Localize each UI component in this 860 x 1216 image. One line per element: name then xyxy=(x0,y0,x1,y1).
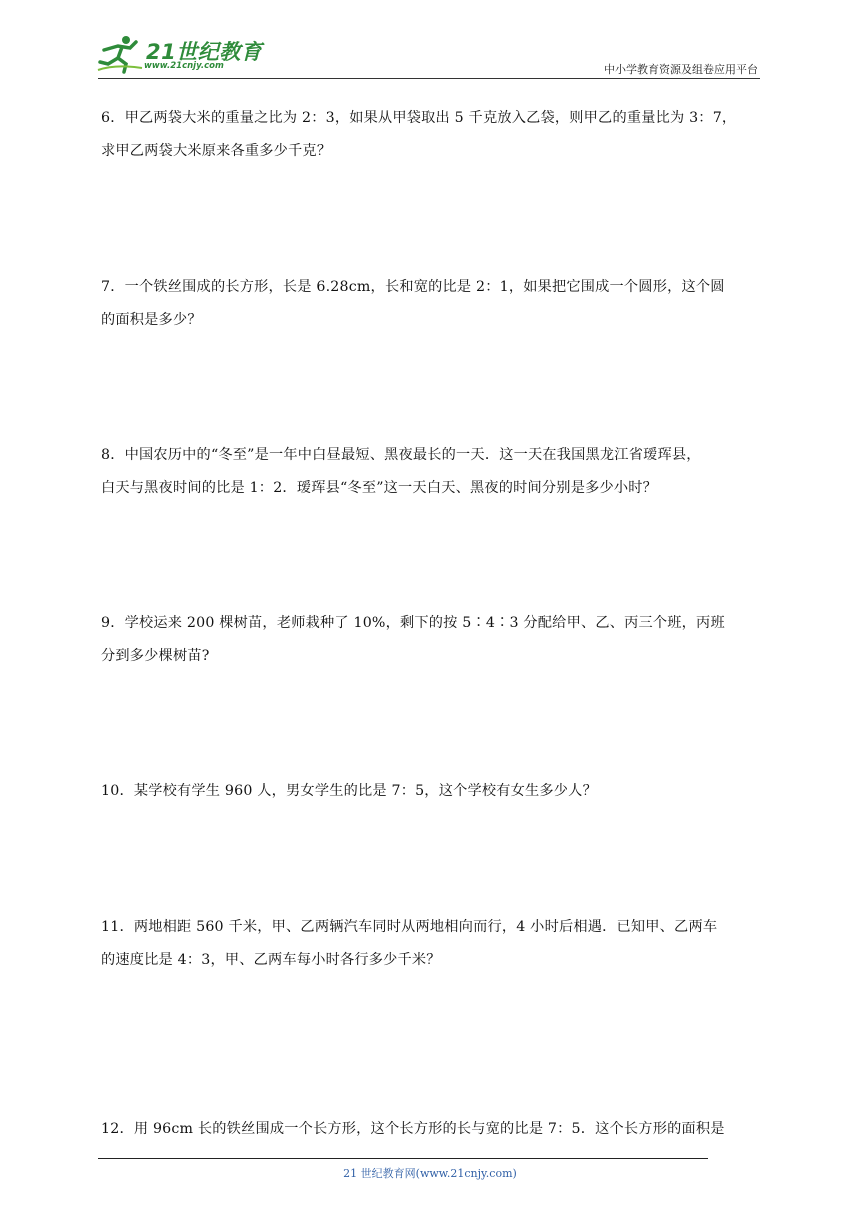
question-line: 白天与黑夜时间的比是 1：2．瑷珲县“冬至”这一天白天、黑夜的时间分别是多少小时？ xyxy=(101,480,658,496)
question-line: 9．学校运来 200 棵树苗，老师栽种了 10%，剩下的按 5∶4∶3 分配给甲、乙、丙三个班，丙班 xyxy=(101,615,725,631)
question-12 xyxy=(101,1113,766,1146)
question-line: 11．两地相距 560 千米，甲、乙两辆汽车同时从两地相向而行，4 小时后相遇．已知甲、乙两车 xyxy=(101,919,718,935)
question-line: 7．一个铁丝围成的长方形，长是 6.28cm，长和宽的比是 2：1，如果把它围成一个圆形，这个圆 xyxy=(101,279,725,295)
question-10 xyxy=(101,775,766,808)
question-line: 的速度比是 4：3，甲、乙两车每小时各行多少千米？ xyxy=(101,952,441,968)
question-line: 的面积是多少？ xyxy=(101,312,202,328)
question-line: 8．中国农历中的“冬至”是一年中白昼最短、黑夜最长的一天．这一天在我国黑龙江省瑷珲县， xyxy=(101,447,701,463)
runner-logo-icon xyxy=(96,34,146,74)
question-line: 求甲乙两袋大米原来各重多少千克？ xyxy=(101,143,332,159)
platform-title: 中小学教育资源及组卷应用平台 xyxy=(604,63,758,76)
logo-url: www.21cnjy.com xyxy=(144,61,224,71)
question-9 xyxy=(101,607,766,673)
question-11 xyxy=(101,911,766,977)
question-line: 6．甲乙两袋大米的重量之比为 2：3，如果从甲袋取出 5 千克放入乙袋，则甲乙的重量比为 3：7， xyxy=(101,110,737,126)
site-logo[interactable] xyxy=(96,34,266,76)
header-divider xyxy=(98,78,760,79)
question-line: 分到多少棵树苗? xyxy=(101,648,210,664)
question-6 xyxy=(101,102,766,168)
page-footer[interactable] xyxy=(0,1165,860,1181)
question-line: 12．用 96cm 长的铁丝围成一个长方形，这个长方形的长与宽的比是 7：5．这个长方形的面积是 xyxy=(101,1121,725,1137)
question-line: 10．某学校有学生 960 人，男女学生的比是 7：5，这个学校有女生多少人？ xyxy=(101,783,597,799)
footer-divider xyxy=(98,1158,708,1159)
question-7 xyxy=(101,271,766,337)
logo-text: 21世纪教育 xyxy=(146,40,263,64)
footer-link[interactable]: 21 世纪教育网(www.21cnjy.com) xyxy=(343,1167,517,1180)
question-8 xyxy=(101,439,766,505)
page-header xyxy=(0,0,860,82)
